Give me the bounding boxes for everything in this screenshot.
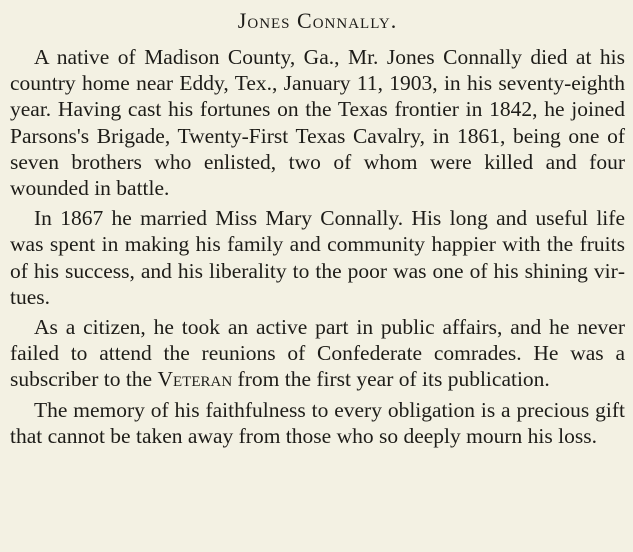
paragraph-4: The memory of his faithfulness to every obligation is a precious gift that cannot be taken away from those who so deeply mourn his loss.: [10, 397, 625, 448]
paragraph-3-text-a: As a citizen, he took an active part in public affairs, and he never failed to attend the reunions of Confederate comrades. He was a subscriber to the: [10, 315, 625, 392]
paragraph-1: A native of Madison County, Ga., Mr. Jones Connally died at his country home near Eddy, Tex., January 11, 1903, in his seventy-eighth year. Having cast his fortunes on the Texas frontier in 1842, he joined Parsons's Brigade, Twenty-First Texas Cavalry, in 1861, being one of seven brothers who enlisted, two of whom were killed and four wounded in battle.: [10, 45, 625, 201]
paragraph-2: In 1867 he married Miss Mary Connally. His long and useful life was spent in making his family and community happier with the fruits of his success, and his liberality to the poor was one of his shining virtues.: [10, 206, 625, 309]
paragraph-3-text-b: from the first year of its publication.: [232, 367, 550, 392]
article-title: Jones Connally.: [237, 8, 398, 33]
paragraph-3: [10, 314, 625, 393]
publication-name: Veteran: [157, 367, 233, 392]
